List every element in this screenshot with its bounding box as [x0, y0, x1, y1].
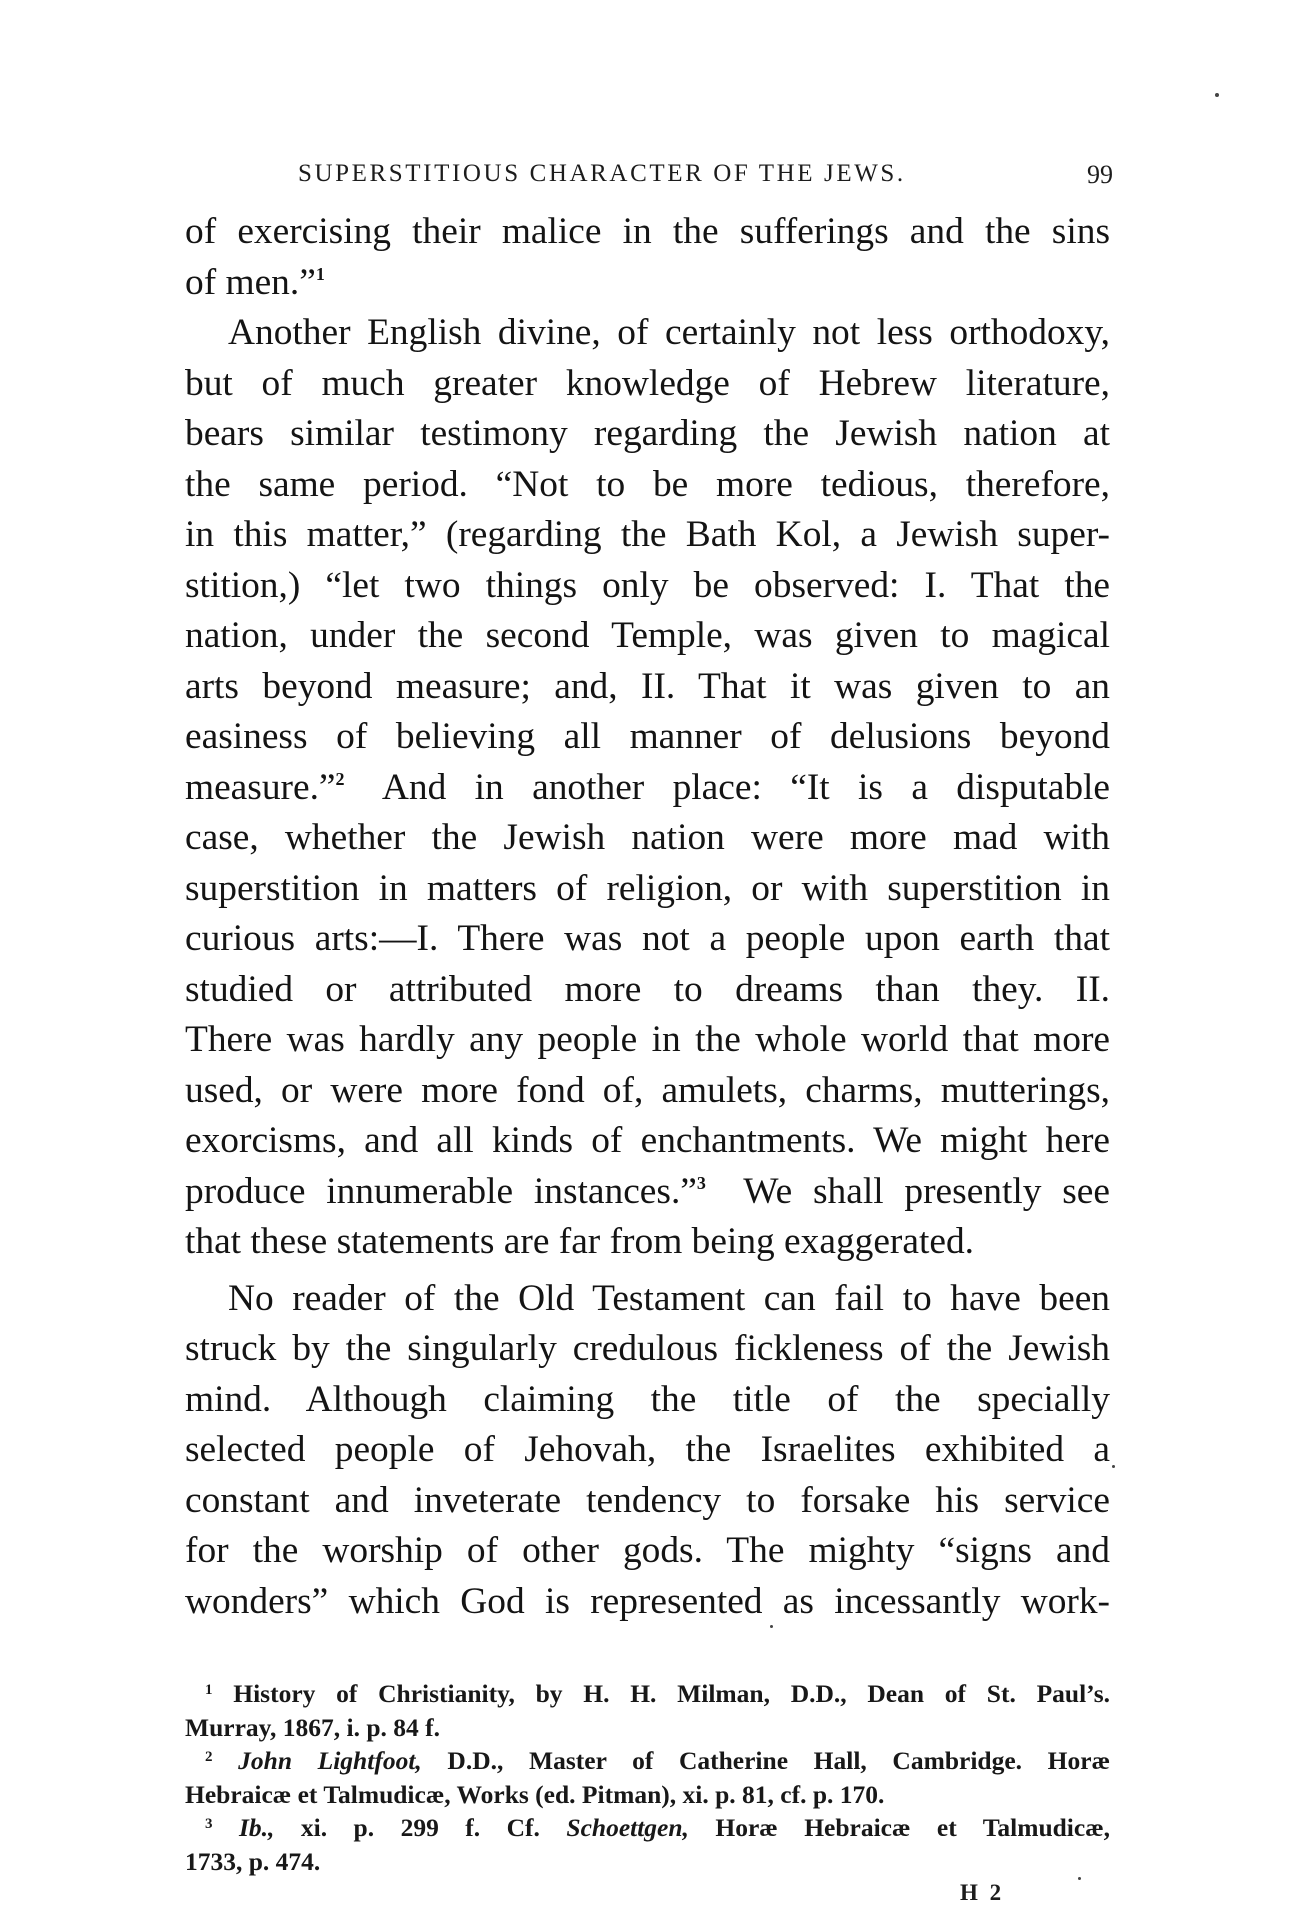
text-line: in this matter,” (regarding the Bath Kol, a Jewish super-: [185, 514, 1110, 555]
text-line: curious arts:—I. There was not a people upon earth that: [185, 918, 1110, 959]
text-line: the same period. “Not to be more tedious, therefore,: [185, 463, 1110, 505]
footnote-text: xi. p. 299 f. Cf.: [300, 1813, 540, 1842]
footnote-3-cont: 1733, p. 474.: [185, 1846, 321, 1876]
text-line: but of much greater knowledge of Hebrew literature,: [185, 362, 1110, 404]
text-line: stition,) “let two things only be observed: I. That the: [185, 564, 1110, 606]
text-line: that these statements are far from being exaggerated.: [185, 1221, 975, 1262]
text-line: of exercising their malice in the sufferings and the sins: [185, 211, 1110, 252]
text-line: for the worship of other gods. The mighty “signs and: [185, 1530, 1110, 1571]
text-line-content: produce innumerable instances.”: [185, 1170, 697, 1212]
text-line: nation, under the second Temple, was given to magical: [185, 615, 1110, 656]
text-line-content: And in another place: “It is a disputable: [381, 766, 1110, 808]
page-number: 99: [1087, 160, 1113, 189]
text-line: case, whether the Jewish nation were more mad with: [185, 817, 1110, 858]
print-speck: [1215, 93, 1219, 97]
footnote-author: John Lightfoot,: [238, 1746, 422, 1775]
footnote-author: Schoettgen,: [566, 1813, 689, 1842]
text-line: [185, 1167, 1110, 1218]
running-header: [298, 160, 1113, 200]
footnote-1-cont: Murray, 1867, i. p. 84 f.: [185, 1712, 440, 1742]
text-line-content: of men.”: [185, 261, 316, 303]
text-line: struck by the singularly credulous fickleness of the Jewish: [185, 1328, 1110, 1369]
footnote-mark: 3: [205, 1816, 213, 1832]
text-line: [185, 258, 1110, 309]
footnote-1: [185, 1677, 1110, 1711]
text-line-content: We shall presently see: [743, 1170, 1110, 1212]
text-line: selected people of Jehovah, the Israelites exhibited a: [185, 1429, 1110, 1470]
text-line: superstition in matters of religion, or with superstition in: [185, 867, 1110, 909]
text-line: easiness of believing all manner of delusions beyond: [185, 716, 1110, 757]
footnote-text: D.D., Master of Catherine Hall, Cambridge. Horæ: [447, 1746, 1110, 1775]
footnotes: [185, 1677, 1110, 1878]
footnote-ref: 2: [335, 768, 345, 789]
text-line: exorcisms, and all kinds of enchantments. We might here: [185, 1120, 1110, 1161]
text-line-content: measure.”: [185, 766, 336, 808]
text-line: [185, 763, 1110, 814]
text-line: There was hardly any people in the whole world that more: [185, 1019, 1110, 1060]
text-line: bears similar testimony regarding the Jewish nation at: [185, 413, 1110, 454]
text-line: constant and inveterate tendency to forsake his service: [185, 1479, 1110, 1521]
footnote-mark: 2: [205, 1749, 213, 1765]
footnote-ibid: Ib.,: [238, 1813, 275, 1842]
text-line: wonders” which God is represented as incessantly work-: [185, 1580, 1110, 1622]
footnote-ref: 1: [315, 263, 325, 284]
running-title: SUPERSTITIOUS CHARACTER OF THE JEWS.: [298, 160, 906, 187]
main-text: [185, 207, 1110, 1627]
print-speck: [1112, 1465, 1115, 1468]
footnote-text: History of Christianity, by H. H. Milman, D.D., Dean of St. Paul’s.: [233, 1679, 1111, 1708]
text-line: No reader of the Old Testament can fail to have been: [228, 1277, 1110, 1319]
signature-mark: H 2: [960, 1880, 1005, 1905]
footnote-mark: 1: [205, 1682, 213, 1698]
footnote-text: Horæ Hebraicæ et Talmudicæ,: [715, 1813, 1110, 1842]
text-line: Another English divine, of certainly not less orthodoxy,: [228, 312, 1110, 353]
footnote-ref: 3: [696, 1172, 706, 1193]
text-line: mind. Although claiming the title of the specially: [185, 1378, 1110, 1420]
footnote-3: [185, 1811, 1110, 1845]
text-line: studied or attributed more to dreams than they. II.: [185, 968, 1110, 1010]
footnote-2: [185, 1744, 1110, 1778]
text-line: arts beyond measure; and, II. That it was given to an: [185, 665, 1110, 707]
text-line: used, or were more fond of, amulets, charms, mutterings,: [185, 1069, 1110, 1111]
footnote-2-cont: Hebraicæ et Talmudicæ, Works (ed. Pitman), xi. p. 81, cf. p. 170.: [185, 1779, 885, 1809]
